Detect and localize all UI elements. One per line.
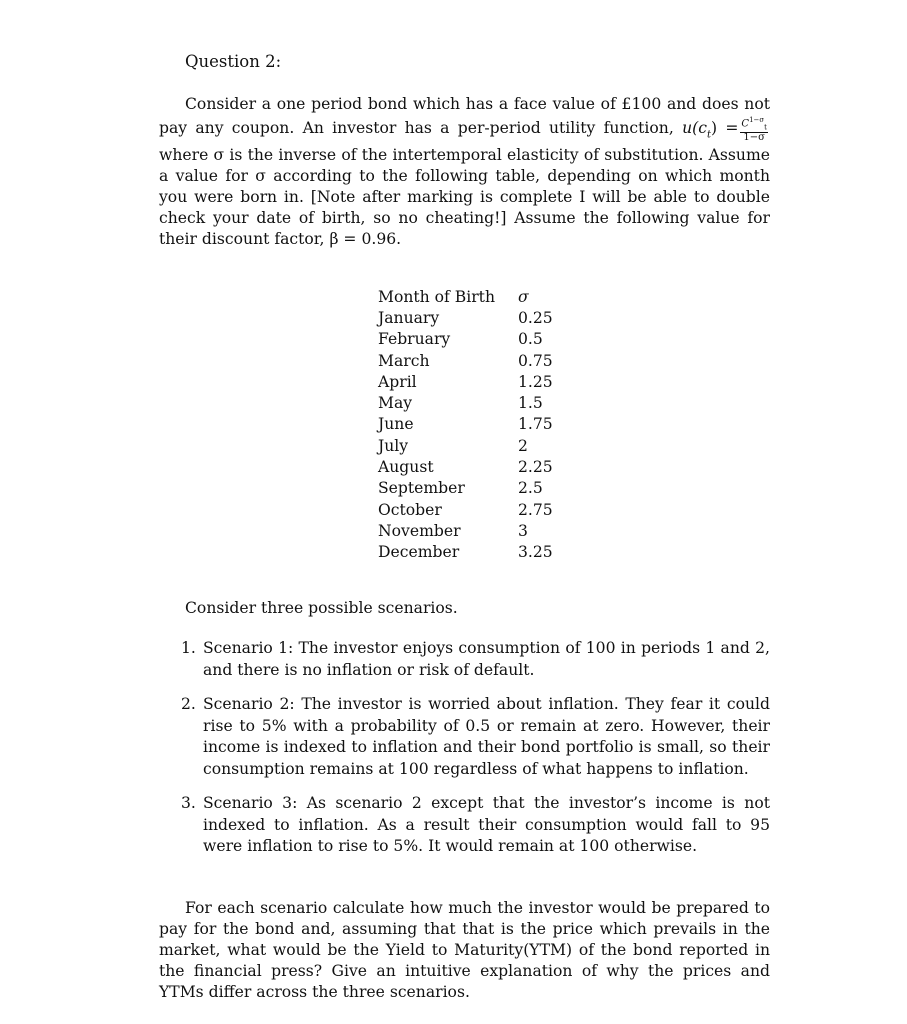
scenario-text: Scenario 1: The investor enjoys consumption of 100 in periods 1 and 2, and there is no inflation or risk of default. [203,639,770,679]
scenario-text: Scenario 3: As scenario 2 except that the investor’s income is not indexed to inflation. As a result their consumption would fall to 95 were inflation to rise to 5%. It would remain at 100 otherwise. [203,794,770,855]
utility-subscript: t [706,129,711,141]
intro-paragraph [159,94,770,250]
table-row [376,499,578,520]
table-row [376,392,578,413]
sigma-table [376,286,578,563]
fraction-denominator: 1−σ [743,132,765,144]
table-row [376,307,578,328]
table-row [376,520,578,541]
sigma-cell: 2.5 [518,479,543,498]
scenario-number: 3. [181,794,196,812]
month-cell: January [378,308,440,327]
table-row [376,350,578,371]
month-cell: March [378,351,430,370]
table-row [376,329,578,350]
table-header-row [376,286,578,307]
list-item [176,793,770,858]
utility-lhs: u(c [682,119,707,138]
sigma-cell: 0.25 [518,308,553,327]
fraction-numerator-subscript: t [764,123,767,132]
table-row [376,478,578,499]
list-item [176,694,770,780]
month-cell: April [378,372,417,391]
header-sigma: σ [518,287,529,306]
table-row [376,456,578,477]
month-cell: February [378,330,451,349]
month-cell: December [378,543,460,562]
sigma-cell: 1.5 [518,394,543,413]
table-row [376,435,578,456]
closing-text: For each scenario calculate how much the investor would be prepared to pay for the bond and, assuming that that is the price which prevails in the market, what would be the Yield to Maturity(YTM) of the bond reported in the financial press? Give an intuitive explanation of why the prices and YTMs differ across the three scenarios. [159,899,770,1001]
header-month: Month of Birth [378,287,495,306]
fraction-numerator-exponent: 1−σ [749,116,765,124]
sigma-cell: 0.5 [518,330,543,349]
sigma-cell: 3.25 [518,543,553,562]
month-cell: November [378,521,461,540]
sigma-cell: 2 [518,436,528,455]
sigma-cell: 1.25 [518,372,553,391]
table-row [376,414,578,435]
closing-paragraph [159,898,770,1003]
month-cell: June [378,415,414,434]
table-row [376,371,578,392]
intro-text-part2: where σ is the inverse of the intertemporal elasticity of substitution. Assume a value for σ according to the following table, depending on which month you were born in. [Note after marking is complete I will be able to double check your date of birth, so no cheating!] Assume the following value for their discount factor, β = 0.96. [159,146,770,249]
fraction-numerator-base: C [741,118,750,130]
utility-equals: ) = [710,119,739,138]
list-item [176,638,770,681]
scenario-number: 2. [181,695,196,713]
utility-fraction [740,115,768,143]
sigma-cell: 1.75 [518,415,553,434]
sigma-cell: 2.25 [518,458,553,477]
scenarios-intro: Consider three possible scenarios. [185,599,458,617]
sigma-cell: 0.75 [518,351,553,370]
month-cell: October [378,500,442,519]
month-cell: September [378,479,465,498]
scenario-list [176,638,770,871]
intro-text-part1: Consider a one period bond which has a face value of £100 and does not pay any coupon. An investor has a per-period utility function, [159,95,770,138]
month-cell: July [378,436,409,455]
sigma-cell: 3 [518,521,528,540]
sigma-cell: 2.75 [518,500,553,519]
scenario-text: Scenario 2: The investor is worried about inflation. They fear it could rise to 5% with a probability of 0.5 or remain at zero. However, their income is indexed to inflation and their bond portfolio is small, so their consumption remains at 100 regardless of what happens to inflation. [203,695,770,778]
month-cell: August [378,458,434,477]
scenario-number: 1. [181,639,196,657]
question-heading: Question 2: [185,52,282,71]
table-row [376,542,578,563]
month-cell: May [378,394,413,413]
